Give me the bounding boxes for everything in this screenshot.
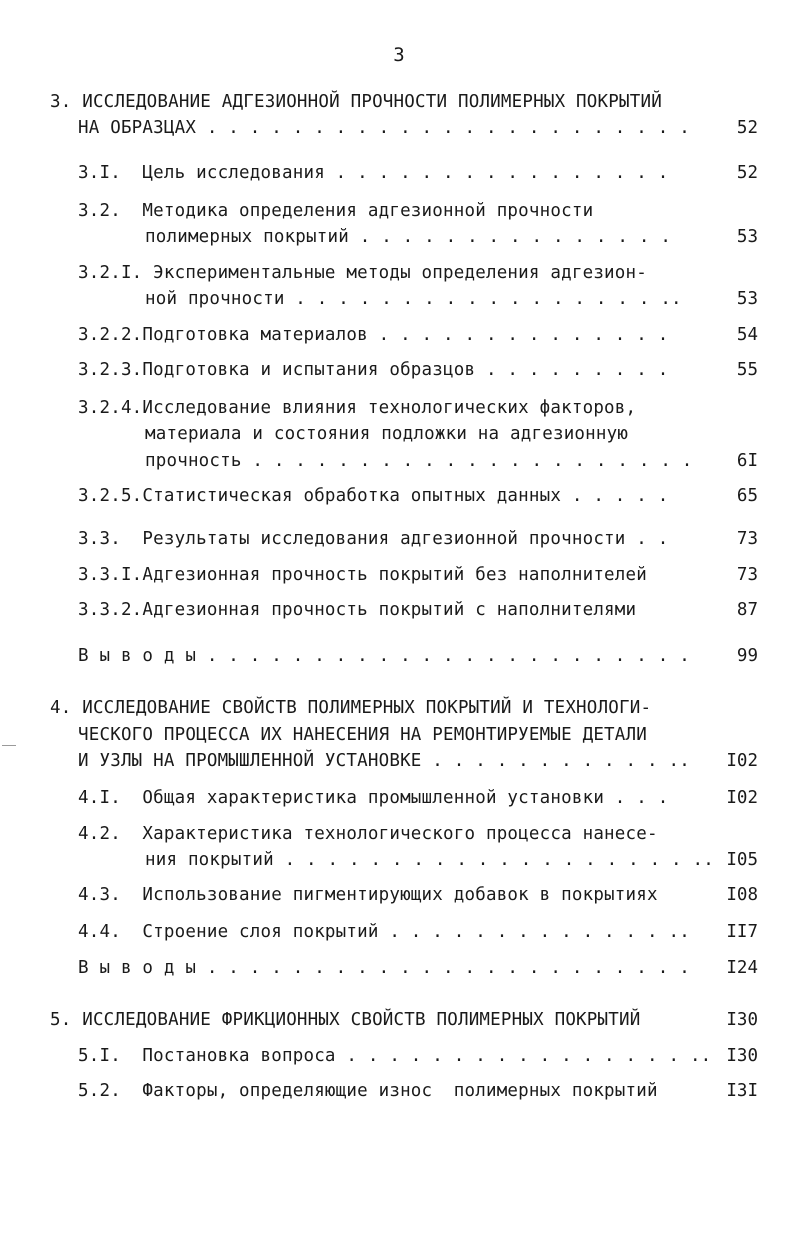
toc-entry-line: НА ОБРАЗЦАХ . . . . . . . . . . . . . . . . . . . . . . . [78,118,690,138]
toc-page-number: 52 [736,163,758,183]
toc-page-number: I02 [726,751,758,771]
toc-entry-line: 4. ИССЛЕДОВАНИЕ СВОЙСТВ ПОЛИМЕРНЫХ ПОКРЫТИЙ И ТЕХНОЛОГИ- [50,698,652,718]
toc-page-number: 52 [736,118,758,138]
toc-page-number: I08 [726,885,758,905]
toc-entry-line: 4.4. Строение слоя покрытий . . . . . . . . . . . . . .. [78,922,690,942]
toc-page-number: I30 [726,1010,758,1030]
toc-page-number: 6I [736,451,758,471]
toc-entry-line: 5.2. Факторы, определяющие износ полимерных покрытий [78,1081,658,1101]
toc-entry-line: 4.I. Общая характеристика промышленной установки . . . [78,788,669,808]
toc-entry-line: 5. ИССЛЕДОВАНИЕ ФРИКЦИОННЫХ СВОЙСТВ ПОЛИМЕРНЫХ ПОКРЫТИЙ [50,1010,641,1030]
toc-page-number: 87 [736,600,758,620]
toc-entry-line: ЧЕСКОГО ПРОЦЕССА ИХ НАНЕСЕНИЯ НА РЕМОНТИРУЕМЫЕ ДЕТАЛИ [78,725,648,745]
toc-entry-line: 3.I. Цель исследования . . . . . . . . . . . . . . . . [78,163,669,183]
toc-page-number: 73 [736,529,758,549]
toc-entry-line: 3.2.I. Экспериментальные методы определения адгезион- [78,263,648,283]
page-number: 3 [393,44,405,66]
toc-page-number: 55 [736,360,758,380]
toc-page-number: 65 [736,486,758,506]
toc-entry-line: 3.3.2.Адгезионная прочность покрытий с наполнителями [78,600,637,620]
toc-entry-line: ния покрытий . . . . . . . . . . . . . . . . . . . .. [145,850,715,870]
toc-entry-line: 3.2.3.Подготовка и испытания образцов . . . . . . . . . [78,360,669,380]
toc-entry-line: полимерных покрытий . . . . . . . . . . . . . . . [145,227,672,247]
toc-entry-line: 3.2.5.Статистическая обработка опытных данных . . . . . [78,486,669,506]
toc-page-number: II7 [726,922,758,942]
toc-entry-line: 4.2. Характеристика технологического процесса нанесе- [78,824,658,844]
toc-entry-line: ной прочности . . . . . . . . . . . . . . . . . .. [145,289,682,309]
toc-entry-line: 3.3. Результаты исследования адгезионной прочности . . [78,529,669,549]
toc-page-number: 53 [736,289,758,309]
toc-page-number: I30 [726,1046,758,1066]
toc-entry-line: прочность . . . . . . . . . . . . . . . . . . . . . [145,451,693,471]
toc-page-number: 73 [736,565,758,585]
toc-entry-line: 3.2. Методика определения адгезионной прочности [78,201,594,221]
toc-page-number: I3I [726,1081,758,1101]
toc-entry-line: В ы в о д ы . . . . . . . . . . . . . . . . . . . . . . . [78,958,690,978]
toc-entry-line: материала и состояния подложки на адгезионную [145,424,629,444]
toc-page-number: 54 [736,325,758,345]
toc-entry-line: 3.3.I.Адгезионная прочность покрытий без наполнителей [78,565,648,585]
toc-entry-line: 3.2.4.Исследование влияния технологических факторов, [78,398,637,418]
toc-entry-line: 4.3. Использование пигментирующих добавок в покрытиях [78,885,658,905]
toc-entry-line: 3.2.2.Подготовка материалов . . . . . . . . . . . . . . [78,325,669,345]
scan-mark [2,745,16,746]
toc-entry-line: В ы в о д ы . . . . . . . . . . . . . . . . . . . . . . . [78,646,690,666]
toc-page-number: I24 [726,958,758,978]
toc-page-number: I05 [726,850,758,870]
toc-entry-line: И УЗЛЫ НА ПРОМЫШЛЕННОЙ УСТАНОВКЕ . . . . . . . . . . . .. [78,751,690,771]
toc-page-number: I02 [726,788,758,808]
toc-page-number: 99 [736,646,758,666]
toc-page-number: 53 [736,227,758,247]
toc-entry-line: 5.I. Постановка вопроса . . . . . . . . . . . . . . . . .. [78,1046,712,1066]
toc-entry-line: 3. ИССЛЕДОВАНИЕ АДГЕЗИОННОЙ ПРОЧНОСТИ ПОЛИМЕРНЫХ ПОКРЫТИЙ [50,92,662,112]
